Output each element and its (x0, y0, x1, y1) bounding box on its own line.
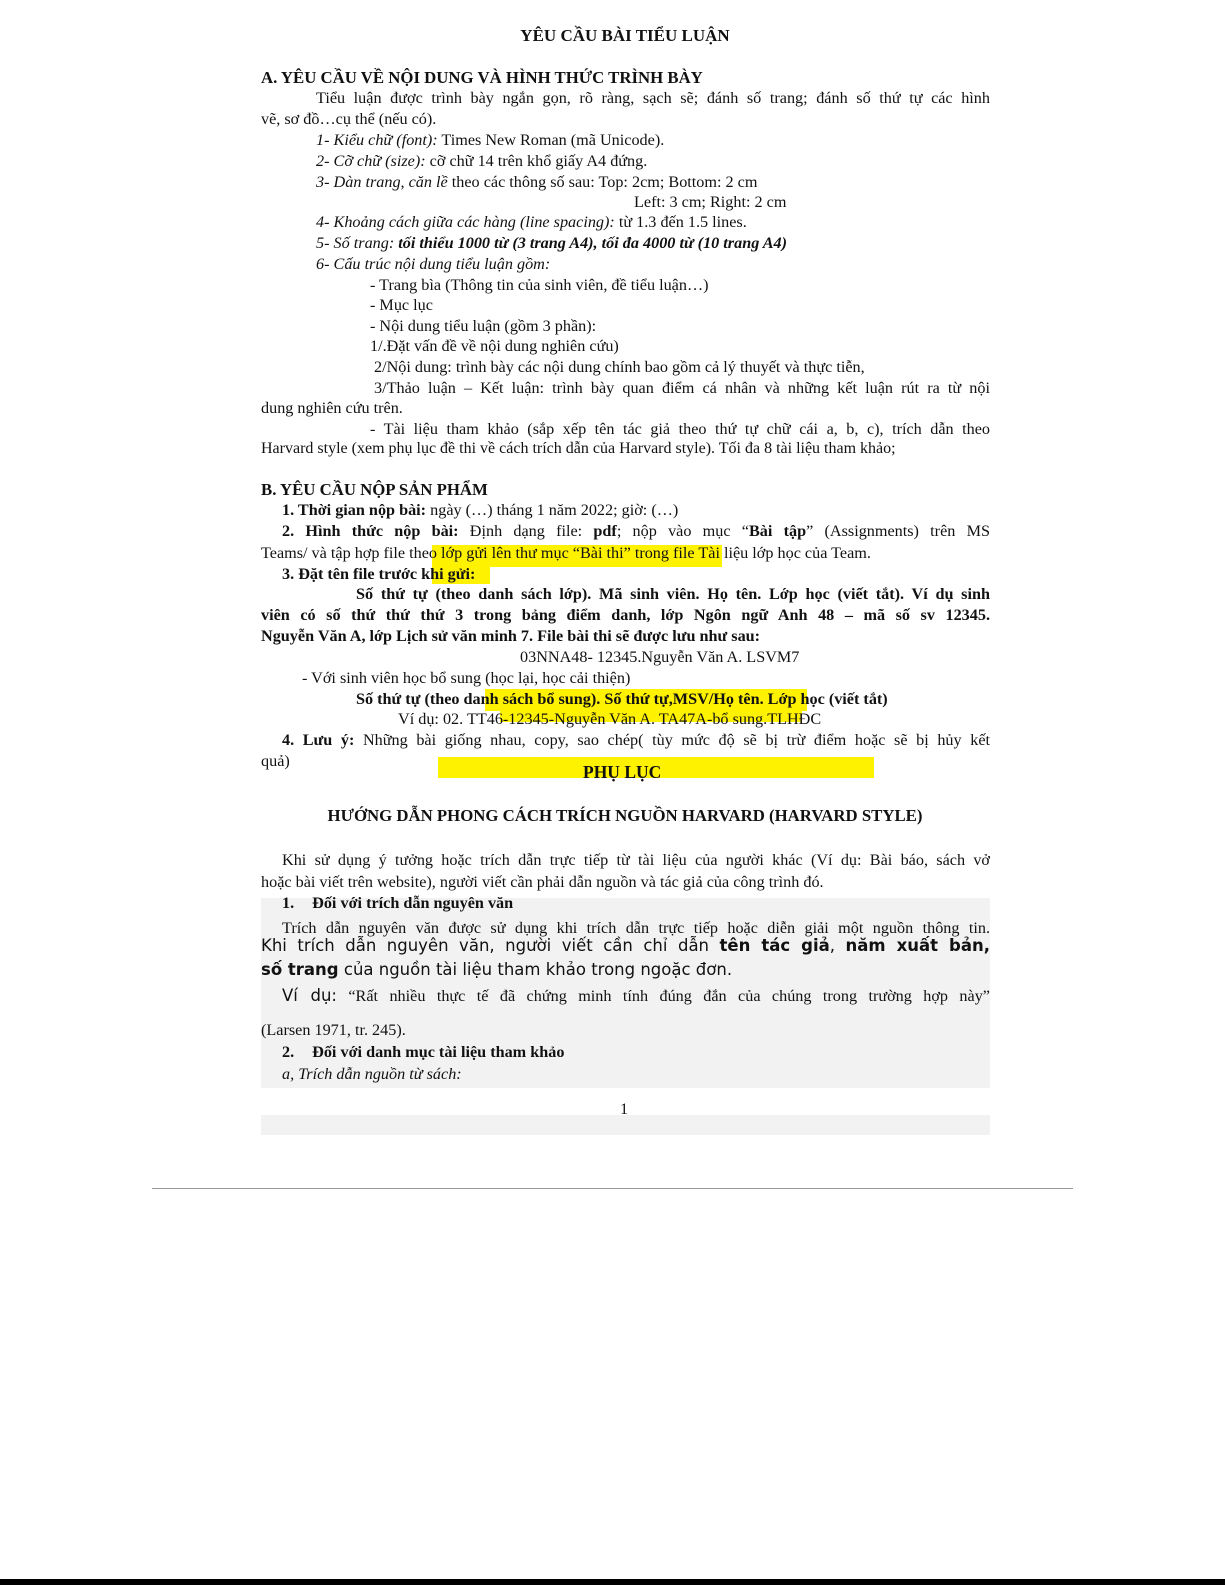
margin-value: theo các thông số sau: Top: 2cm; Bottom: 2 cm (447, 173, 758, 191)
author-emphasis: tên tác giả (719, 936, 830, 955)
filename-heading: 3. Đặt tên file trước khi gửi: (282, 565, 476, 583)
supplement-intro: - Với sinh viên học bổ sung (học lại, học cải thiện) (302, 669, 631, 687)
submission-form-line2: Teams/ và tập hợp file theo lớp gửi lên thư mục “Bài thi” trong file Tài liệu lớp học của Team. (261, 544, 871, 562)
text: - Tài liệu tham khảo (sắp xếp tên tác giả theo thứ tự chữ cái a, b, c), trích dẫn theo (370, 420, 990, 438)
quote-line2 (261, 936, 990, 956)
page-number: 1 (620, 1100, 629, 1118)
filename-rule-line3: Nguyễn Văn A, lớp Lịch sử văn minh 7. File bài thi sẽ được lưu như sau: (261, 627, 761, 645)
supplement-rule: Số thứ tự (theo danh sách bổ sung). Số thứ tự,MSV/Họ tên. Lớp học (viết tắt) (356, 690, 888, 708)
item2-number: 2. (282, 1043, 295, 1061)
quote-line3 (261, 960, 732, 980)
structure-ref-line1 (370, 419, 990, 439)
text: ” (Assignments) trên MS (806, 522, 990, 540)
structure-part3-line1 (374, 378, 990, 398)
assignments-label: Bài tập (748, 522, 807, 540)
text: viên có số thứ thứ thứ 3 trong bảng điểm danh, lớp Ngôn ngữ Anh 48 – mã số sv 12345. (261, 606, 990, 624)
quote-line1 (282, 918, 990, 938)
text: Những bài giống nhau, copy, sao chép( tùy mức độ sẽ bị trừ điểm hoặc sẽ bị hủy kết (354, 731, 991, 749)
section-a-heading: A. YÊU CẦU VỀ NỘI DUNG VÀ HÌNH THỨC TRÌNH BÀY (261, 68, 703, 87)
text: của nguồn tài liệu tham khảo trong ngoặc đơn. (338, 960, 733, 979)
structure-ref-line2: Harvard style (xem phụ lục đề thi về cách trích dẫn của Harvard style). Tối đa 8 tài liệu tham khảo; (261, 440, 896, 457)
structure-label: 6- Cấu trúc nội dung tiểu luận gồm: (316, 255, 551, 273)
text: Định dạng file: (458, 522, 594, 540)
bottom-edge-bar (0, 1579, 1225, 1585)
structure-part3-line2: dung nghiên cứu trên. (261, 399, 403, 417)
pages-value: tối thiểu 1000 từ (3 trang A4), tối đa 4000 từ (10 trang A4) (394, 234, 788, 252)
item1-heading (282, 893, 513, 913)
section-a-intro-line2: vẽ, sơ đồ…cụ thể (nếu có). (261, 110, 437, 128)
page-title: YÊU CẦU BÀI TIỂU LUẬN (520, 26, 730, 45)
submission-form (282, 521, 990, 541)
section-a-intro-line1 (316, 88, 990, 108)
text: “Rất nhiều thực tế đã chứng minh tính đúng đắn của chúng trong trường hợp này” (336, 987, 990, 1005)
structure-part1: 1/.Đặt vấn đề về nội dung nghiên cứu) (370, 337, 619, 355)
note-line2: quả) (261, 752, 290, 770)
structure-part2: 2/Nội dung: trình bày các nội dung chính bao gồm cả lý thuyết và thực tiễn, (374, 358, 865, 376)
size-value: cỡ chữ 14 trên khổ giấy A4 đứng. (425, 152, 648, 170)
structure-content: - Nội dung tiểu luận (gồm 3 phần): (370, 317, 597, 335)
structure-cover: - Trang bìa (Thông tin của sinh viên, đề tiểu luận…) (370, 276, 709, 294)
filename-rule-line2 (261, 605, 990, 625)
margin-requirement (316, 172, 757, 192)
item1-title: Đối với trích dẫn nguyên văn (312, 894, 514, 912)
pages-label: 5- Số trang: (316, 234, 395, 252)
spacing-requirement (316, 212, 747, 232)
item2-heading (282, 1042, 564, 1062)
example-label: Ví dụ: (282, 986, 337, 1005)
section-b-heading: B. YÊU CẦU NỘP SẢN PHẨM (261, 480, 488, 499)
text: Khi sử dụng ý tưởng hoặc trích dẫn trực tiếp từ tài liệu của người khác (Ví dụ: Bài báo, sách vở (282, 851, 990, 869)
year-emphasis: năm xuất bản, (845, 936, 991, 955)
text: , (829, 936, 846, 955)
spacing-value: từ 1.3 đến 1.5 lines. (614, 213, 747, 231)
item2-sub: a, Trích dẫn nguồn từ sách: (282, 1065, 462, 1083)
example-citation: (Larsen 1971, tr. 245). (261, 1021, 406, 1039)
font-requirement (316, 130, 664, 150)
text: Số thứ tự (theo danh sách lớp). Mã sinh viên. Họ tên. Lớp học (viết tắt). Ví dụ sinh (356, 585, 990, 603)
supplement-example: Ví dụ: 02. TT46-12345-Nguyễn Văn A. TA47A-bổ sung.TLHĐC (398, 710, 822, 728)
text: Khi trích dẫn nguyên văn, người viết cần chỉ dẫn (261, 936, 720, 955)
example-line (282, 986, 990, 1006)
page-break-divider (152, 1188, 1073, 1189)
structure-toc: - Mục lục (370, 296, 433, 314)
size-requirement (316, 151, 647, 171)
note (282, 730, 990, 750)
filename-rule-line1 (356, 584, 990, 604)
time-value: ngày (…) tháng 1 năm 2022; giờ: (…) (426, 501, 679, 519)
font-label: 1- Kiểu chữ (font): (316, 131, 438, 149)
font-value: Times New Roman (mã Unicode). (437, 131, 665, 149)
appendix-heading: PHỤ LỤC (583, 762, 662, 782)
appendix-intro-line2: hoặc bài viết trên website), người viết cần phải dẫn nguồn và tác giả của công trình đó. (261, 873, 824, 891)
filename-example: 03NNA48- 12345.Nguyễn Văn A. LSVM7 (520, 648, 800, 666)
page-emphasis: số trang (261, 960, 339, 979)
text: ; nộp vào mục “ (616, 522, 749, 540)
appendix-intro-line1 (282, 850, 990, 870)
item1-number: 1. (282, 894, 295, 912)
pages-requirement (316, 233, 787, 253)
size-label: 2- Cỡ chữ (size): (316, 152, 426, 170)
item2-title: Đối với danh mục tài liệu tham khảo (312, 1043, 565, 1061)
margin-requirement-line2: Left: 3 cm; Right: 2 cm (634, 193, 787, 211)
text: Trích dẫn nguyên văn được sử dụng khi trích dẫn trực tiếp hoặc diễn giải một nguồn thông tin. (282, 919, 990, 937)
text: Tiểu luận được trình bày ngắn gọn, rõ ràng, sạch sẽ; đánh số trang; đánh số thứ tự các hình (316, 89, 990, 107)
time-label: 1. Thời gian nộp bài: (282, 501, 427, 519)
spacing-label: 4- Khoảng cách giữa các hàng (line spacing): (316, 213, 615, 231)
margin-label: 3- Dàn trang, căn lề (316, 173, 448, 191)
appendix-subtitle: HƯỚNG DẪN PHONG CÁCH TRÍCH NGUỒN HARVARD (HARVARD STYLE) (327, 806, 923, 825)
format-pdf: pdf (593, 522, 617, 540)
submission-time (282, 500, 678, 520)
text: 3/Thảo luận – Kết luận: trình bày quan điểm cá nhân và những kết luận rút ra từ nội (374, 379, 990, 397)
form-label: 2. Hình thức nộp bài: (282, 522, 459, 540)
note-label: 4. Lưu ý: (282, 731, 355, 749)
